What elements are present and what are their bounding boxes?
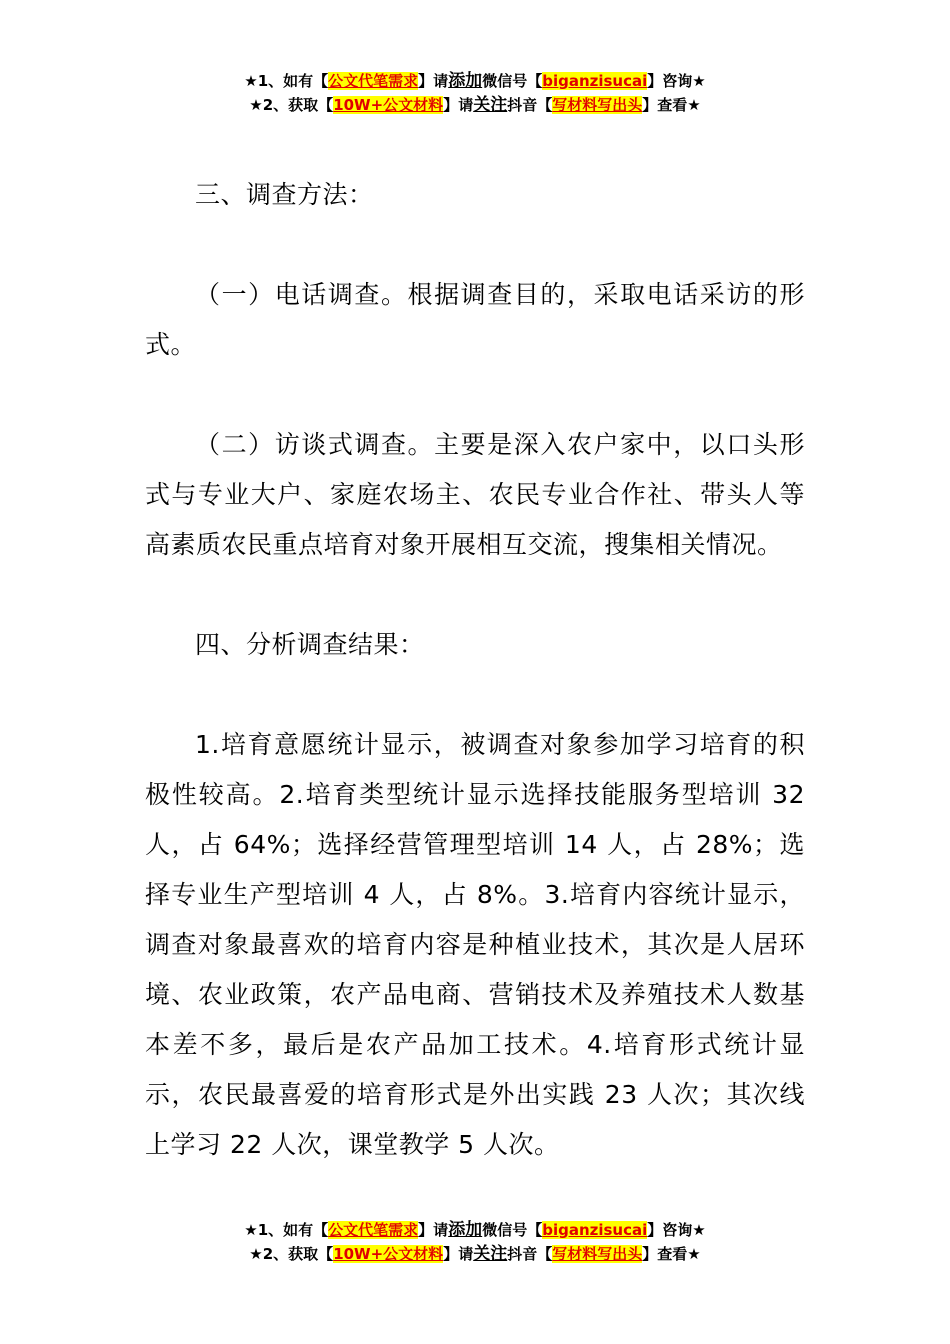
highlight-text: 10W+公文材料 <box>333 96 444 114</box>
banner-line-2: ★2、获取【10W+公文材料】请关注抖音【写材料写出头】查看★ <box>249 95 701 115</box>
banner-line-1: ★1、如有【公文代笔需求】请添加微信号【biganzisucai】咨询★ <box>244 71 706 91</box>
section-heading: 三、调查方法： <box>195 180 374 209</box>
highlight-text: 公文代笔需求 <box>328 72 419 90</box>
paragraph: （一）电话调查。根据调查目的，采取电话采访的形式。 <box>145 280 805 359</box>
paragraph: 1.培育意愿统计显示，被调查对象参加学习培育的积极性较高。2.培育类型统计显示选择技能服务型培训 32 人，占 64%；选择经营管理型培训 14 人，占 28%；选择专业生产型培训 4 人，占 8%。3.培育内容统计显示，调查对象最喜欢的培育内容是种植业技术，其次是人居环境、农业政策，农产品电商、营销技术及养殖技术人数基本差不多，最后是农产品加工技术。4.培育形式统计显示，农民最喜爱的培育形式是外出实践 23 人次；其次线上学习 22 人次，课堂教学 5 人次。 <box>145 730 805 1159</box>
highlight-text: 10W+公文材料 <box>333 1245 444 1263</box>
paragraph: （二）访谈式调查。主要是深入农户家中，以口头形式与专业大户、家庭农场主、农民专业合作社、带头人等高素质农民重点培育对象开展相互交流，搜集相关情况。 <box>145 430 805 559</box>
highlight-text: 写材料写出头 <box>552 96 643 114</box>
highlight-text: 写材料写出头 <box>552 1245 643 1263</box>
banner-line-1: ★1、如有【公文代笔需求】请添加微信号【biganzisucai】咨询★ <box>244 1220 706 1240</box>
highlight-text: 公文代笔需求 <box>328 1221 419 1239</box>
header-banner <box>0 69 950 117</box>
document-body <box>145 170 805 1220</box>
footer-banner <box>0 1218 950 1266</box>
banner-line-2: ★2、获取【10W+公文材料】请关注抖音【写材料写出头】查看★ <box>249 1244 701 1264</box>
highlight-text: biganzisucai <box>542 72 648 90</box>
highlight-text: biganzisucai <box>542 1221 648 1239</box>
section-heading: 四、分析调查结果： <box>195 630 425 659</box>
